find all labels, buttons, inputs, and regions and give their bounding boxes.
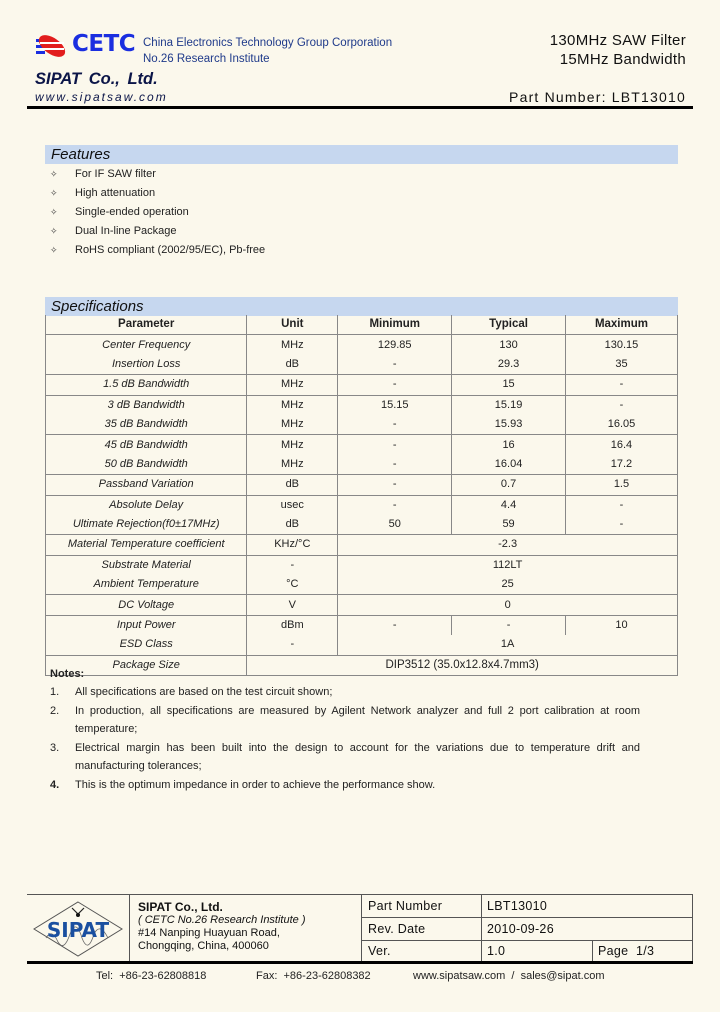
table-row <box>46 495 678 515</box>
table-header-row <box>46 315 678 335</box>
note-number: 4. <box>50 778 60 791</box>
param-cell: ESD Class <box>46 635 247 655</box>
max-cell: - <box>565 515 677 535</box>
unit-cell: - <box>247 555 338 575</box>
part-number-heading: Part Number: LBT13010 <box>509 89 686 105</box>
typ-cell: 15.19 <box>452 395 566 415</box>
param-cell: 35 dB Bandwidth <box>46 415 247 435</box>
note-item <box>50 683 640 702</box>
note-item <box>50 739 640 776</box>
footer-divider <box>361 917 693 918</box>
typ-cell: 4.4 <box>452 495 566 515</box>
notes-section <box>50 668 640 794</box>
typ-cell: 16 <box>452 435 566 455</box>
param-cell: Material Temperature coefficient <box>46 535 247 555</box>
footer-institute: ( CETC No.26 Research Institute ) <box>138 914 306 926</box>
max-cell: 16.05 <box>565 415 677 435</box>
column-header-typical: Typical <box>452 315 566 335</box>
features-list <box>50 165 265 260</box>
unit-cell: MHz <box>247 415 338 435</box>
table-row <box>46 615 678 635</box>
footer-address-line-2: Chongqing, China, 400060 <box>138 940 269 952</box>
min-cell: 129.85 <box>338 335 452 355</box>
min-cell: - <box>338 475 452 495</box>
header-divider <box>27 106 693 109</box>
max-cell: 16.4 <box>565 435 677 455</box>
note-number: 1. <box>50 686 60 698</box>
max-cell: 35 <box>565 355 677 375</box>
value-cell: 0 <box>338 595 678 615</box>
feature-item <box>50 184 265 203</box>
table-row <box>46 395 678 415</box>
footer-tel: Tel: +86-23-62808818 <box>96 970 207 982</box>
feature-text: For IF SAW filter <box>75 168 156 180</box>
specifications-section-title: Specifications <box>45 297 678 316</box>
diamond-bullet-icon: ✧ <box>50 245 58 255</box>
diamond-bullet-icon: ✧ <box>50 169 58 179</box>
min-cell: 15.15 <box>338 395 452 415</box>
corporation-line-1: China Electronics Technology Group Corporation <box>143 37 393 49</box>
unit-cell: MHz <box>247 455 338 475</box>
min-cell: - <box>338 375 452 395</box>
corporation-line-2: No.26 Research Institute <box>143 53 270 65</box>
unit-cell: dBm <box>247 615 338 635</box>
min-cell: - <box>338 415 452 435</box>
param-cell: 1.5 dB Bandwidth <box>46 375 247 395</box>
unit-cell: MHz <box>247 375 338 395</box>
note-text: In production, all specifications are measured by Agilent Network analyzer and full 2 port calibration at room temperature; <box>75 704 640 735</box>
table-row <box>46 435 678 455</box>
table-row <box>46 475 678 495</box>
footer-part-number-value: LBT13010 <box>487 899 548 913</box>
footer-version-label: Ver. <box>368 944 391 958</box>
feature-text: Dual In-line Package <box>75 225 177 237</box>
typ-cell: 16.04 <box>452 455 566 475</box>
footer-address-line-1: #14 Nanping Huayuan Road, <box>138 927 280 939</box>
param-cell: Ambient Temperature <box>46 575 247 595</box>
typ-cell: - <box>452 615 566 635</box>
note-text: All specifications are based on the test circuit shown; <box>75 686 333 698</box>
param-cell: Ultimate Rejection(f0±17MHz) <box>46 515 247 535</box>
notes-title: Notes: <box>50 668 85 680</box>
feature-text: High attenuation <box>75 187 156 199</box>
column-header-parameter: Parameter <box>46 315 247 335</box>
note-text: This is the optimum impedance in order to achieve the performance show. <box>75 778 436 791</box>
min-cell: - <box>338 355 452 375</box>
table-row <box>46 335 678 355</box>
footer-version-value: 1.0 <box>487 944 506 958</box>
feature-item <box>50 222 265 241</box>
column-header-unit: Unit <box>247 315 338 335</box>
company-name: SIPAT Co., Ltd. <box>35 70 158 88</box>
footer-top-border <box>27 894 693 895</box>
min-cell: - <box>338 615 452 635</box>
typ-cell: 0.7 <box>452 475 566 495</box>
diamond-bullet-icon: ✧ <box>50 188 58 198</box>
footer-divider <box>592 940 593 962</box>
table-row <box>46 375 678 395</box>
typ-cell: 15 <box>452 375 566 395</box>
table-row <box>46 415 678 435</box>
footer-part-number-label: Part Number <box>368 899 443 913</box>
footer-address <box>138 901 306 953</box>
note-text: Electrical margin has been built into the design to account for the variations due to temperature drift and manufacturing tolerances; <box>75 741 640 772</box>
table-row <box>46 555 678 575</box>
max-cell: - <box>565 395 677 415</box>
feature-item <box>50 165 265 184</box>
unit-cell: dB <box>247 475 338 495</box>
footer-divider <box>129 894 130 962</box>
unit-cell: MHz <box>247 435 338 455</box>
max-cell: 10 <box>565 615 677 635</box>
sipat-diamond-logo-icon <box>32 898 124 958</box>
diamond-bullet-icon: ✧ <box>50 207 58 217</box>
table-row <box>46 515 678 535</box>
max-cell: 1.5 <box>565 475 677 495</box>
min-cell: 50 <box>338 515 452 535</box>
value-cell: 1A <box>338 635 678 655</box>
sipat-logo <box>32 898 124 958</box>
note-number: 2. <box>50 704 60 717</box>
max-cell: - <box>565 495 677 515</box>
footer-page-number: Page 1/3 <box>598 944 655 958</box>
max-cell: 130.15 <box>565 335 677 355</box>
param-cell: Passband Variation <box>46 475 247 495</box>
unit-cell: MHz <box>247 335 338 355</box>
footer-company: SIPAT Co., Ltd. <box>138 900 223 914</box>
value-cell: -2.3 <box>338 535 678 555</box>
value-cell: DIP3512 (35.0x12.8x4.7mm3) <box>247 655 678 675</box>
unit-cell: V <box>247 595 338 615</box>
corporation-name <box>143 35 392 67</box>
note-item <box>50 776 640 795</box>
specifications-table <box>45 315 678 676</box>
footer-web-email[interactable]: www.sipatsaw.com / sales@sipat.com <box>413 970 605 982</box>
typ-cell: 15.93 <box>452 415 566 435</box>
footer-divider <box>361 894 362 962</box>
max-cell: 17.2 <box>565 455 677 475</box>
table-row <box>46 575 678 595</box>
param-cell: Absolute Delay <box>46 495 247 515</box>
typ-cell: 59 <box>452 515 566 535</box>
min-cell: - <box>338 455 452 475</box>
footer-divider <box>692 894 693 962</box>
max-cell: - <box>565 375 677 395</box>
unit-cell: °C <box>247 575 338 595</box>
table-row <box>46 635 678 655</box>
svg-text:SIPAT: SIPAT <box>46 918 110 942</box>
column-header-minimum: Minimum <box>338 315 452 335</box>
value-cell: 25 <box>338 575 678 595</box>
unit-cell: - <box>247 635 338 655</box>
note-number: 3. <box>50 741 60 754</box>
typ-cell: 130 <box>452 335 566 355</box>
unit-cell: dB <box>247 355 338 375</box>
feature-text: Single-ended operation <box>75 206 189 218</box>
company-website[interactable]: www.sipatsaw.com <box>35 90 168 104</box>
unit-cell: KHz/°C <box>247 535 338 555</box>
param-cell: Substrate Material <box>46 555 247 575</box>
footer-rev-date-label: Rev. Date <box>368 922 426 936</box>
product-title <box>550 31 686 69</box>
unit-cell: usec <box>247 495 338 515</box>
table-row <box>46 455 678 475</box>
product-title-line-1: 130MHz SAW Filter <box>549 32 686 49</box>
feature-item <box>50 241 265 260</box>
param-cell: Center Frequency <box>46 335 247 355</box>
param-cell: Insertion Loss <box>46 355 247 375</box>
feature-text: RoHS compliant (2002/95/EC), Pb-free <box>75 244 266 256</box>
table-row <box>46 595 678 615</box>
column-header-maximum: Maximum <box>565 315 677 335</box>
param-cell: Input Power <box>46 615 247 635</box>
diamond-bullet-icon: ✧ <box>50 226 58 236</box>
footer-divider <box>481 894 482 962</box>
param-cell: 45 dB Bandwidth <box>46 435 247 455</box>
feature-item <box>50 203 265 222</box>
footer-fax: Fax: +86-23-62808382 <box>256 970 371 982</box>
footer-divider <box>361 940 693 941</box>
param-cell: Package Size <box>46 655 247 675</box>
table-row <box>46 355 678 375</box>
param-cell: DC Voltage <box>46 595 247 615</box>
param-cell: 50 dB Bandwidth <box>46 455 247 475</box>
min-cell: - <box>338 435 452 455</box>
min-cell: - <box>338 495 452 515</box>
typ-cell: 29.3 <box>452 355 566 375</box>
param-cell: 3 dB Bandwidth <box>46 395 247 415</box>
footer-rev-date-value: 2010-09-26 <box>487 922 554 936</box>
unit-cell: dB <box>247 515 338 535</box>
product-title-line-2: 15MHz Bandwidth <box>559 51 686 68</box>
cetc-emblem-icon <box>34 31 70 61</box>
value-cell: 112LT <box>338 555 678 575</box>
cetc-logo-text: CETC <box>72 31 136 57</box>
table-row <box>46 535 678 555</box>
features-section-title: Features <box>45 145 678 164</box>
note-item <box>50 702 640 739</box>
footer-bottom-border <box>27 961 693 964</box>
unit-cell: MHz <box>247 395 338 415</box>
